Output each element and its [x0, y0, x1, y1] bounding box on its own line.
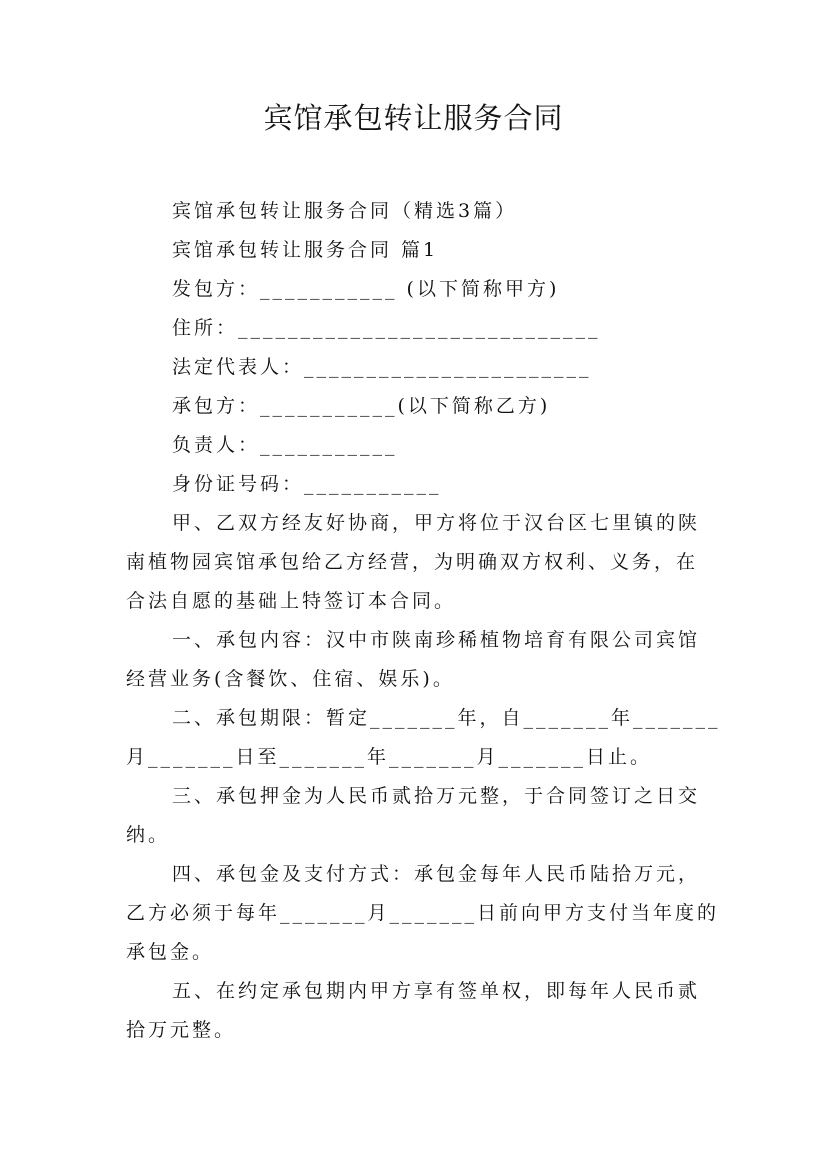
field-contractee: 承包方：___________(以下简称乙方): [172, 395, 551, 417]
clause-3-line: 三、承包押金为人民币贰拾万元整，于合同签订之日交: [172, 785, 701, 807]
clause-2-line: 二、承包期限：暂定_______年，自_______年_______: [172, 707, 721, 729]
section-heading: 宾馆承包转让服务合同 篇1: [172, 239, 439, 261]
field-contractor: 发包方：___________ (以下简称甲方): [172, 278, 560, 300]
field-person-in-charge: 负责人：___________: [172, 434, 398, 456]
field-address: 住所：_____________________________: [172, 317, 601, 339]
clause-1-line: 经营业务(含餐饮、住宿、娱乐)。: [126, 668, 455, 690]
clause-4-line: 四、承包金及支付方式：承包金每年人民币陆拾万元，: [172, 863, 701, 885]
paragraph-line: 南植物园宾馆承包给乙方经营，为明确双方权利、义务，在: [126, 551, 699, 573]
clause-4-line: 乙方必须于每年_______月_______日前向甲方支付当年度的: [126, 902, 720, 924]
field-id-number: 身份证号码：___________: [172, 473, 442, 495]
field-legal-rep: 法定代表人：_______________________: [172, 356, 592, 378]
paragraph-line: 甲、乙双方经友好协商，甲方将位于汉台区七里镇的陕: [172, 512, 701, 534]
clause-2-line: 月_______日至_______年_______月_______日止。: [126, 746, 653, 768]
clause-3-line: 纳。: [126, 824, 171, 846]
clause-5-line: 拾万元整。: [126, 1019, 237, 1041]
subtitle-selected: 宾馆承包转让服务合同（精选3篇）: [172, 200, 518, 222]
clause-1-line: 一、承包内容：汉中市陕南珍稀植物培育有限公司宾馆: [172, 629, 701, 651]
clause-4-line: 承包金。: [126, 941, 215, 963]
clause-5-line: 五、在约定承包期内甲方享有签单权，即每年人民币贰: [172, 980, 701, 1002]
paragraph-line: 合法自愿的基础上特签订本合同。: [126, 590, 457, 612]
document-title: 宾馆承包转让服务合同: [263, 101, 564, 135]
